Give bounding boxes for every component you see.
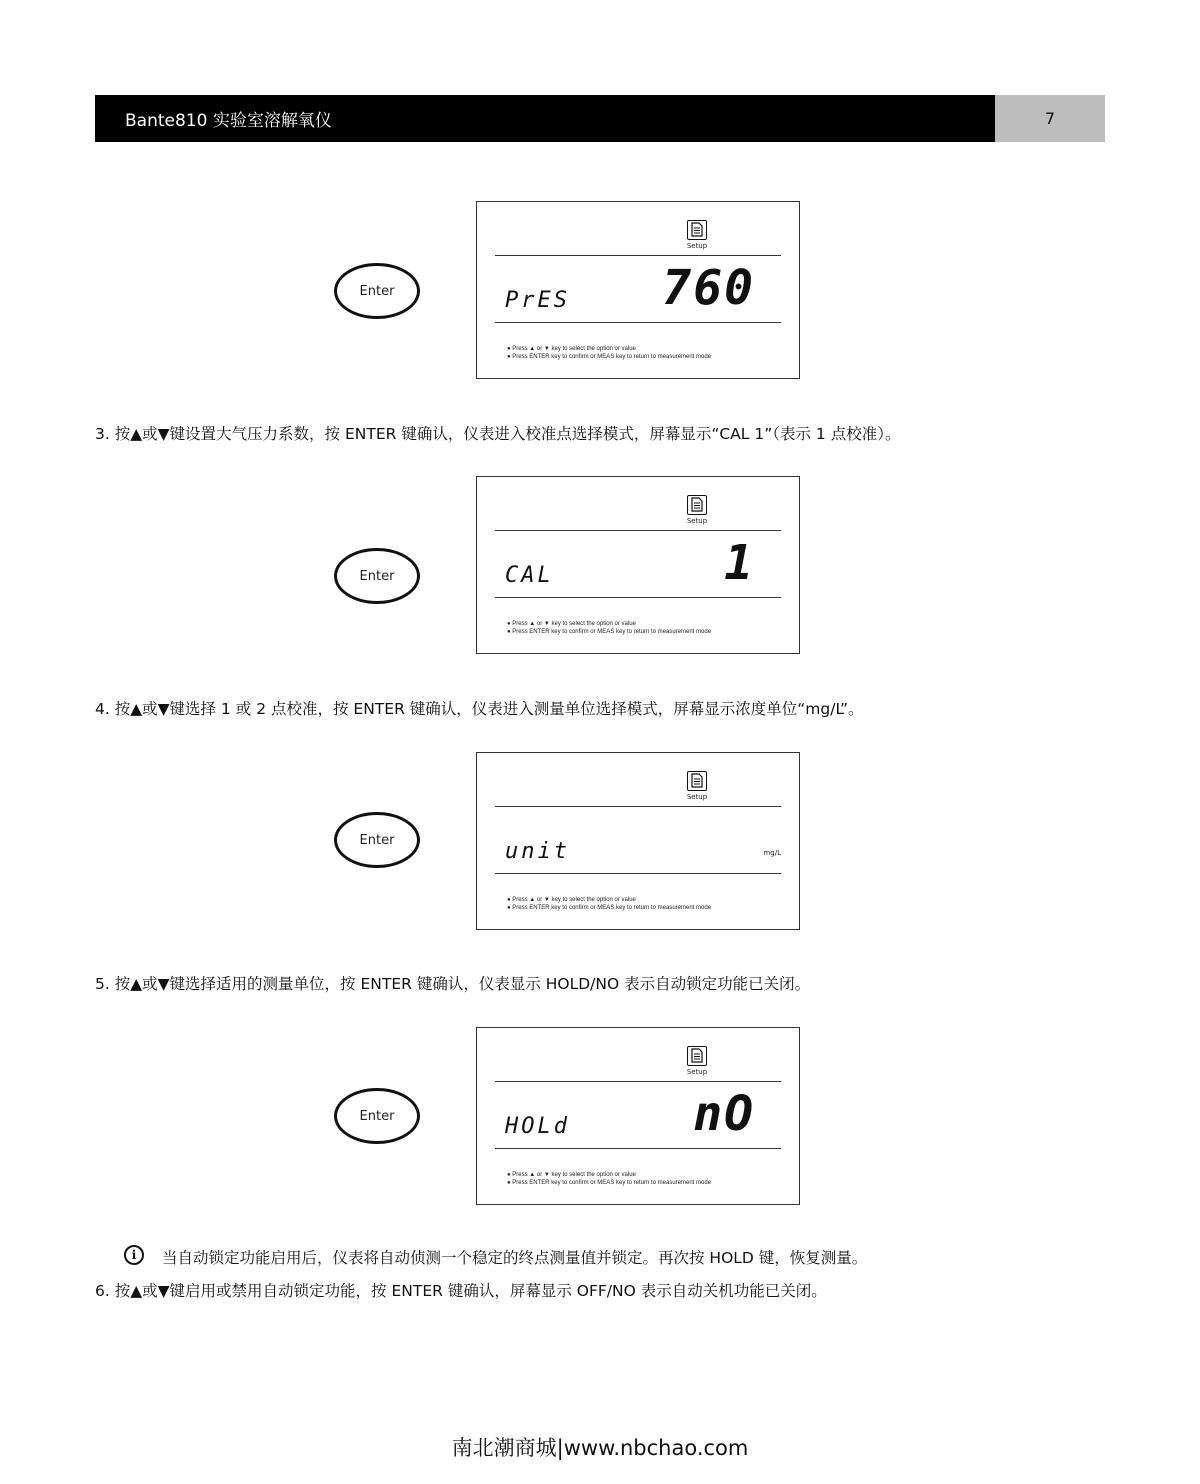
lcd-left-text: CAL xyxy=(505,563,554,588)
divider xyxy=(495,322,781,323)
hint-line: ● Press ENTER key to confirm or MEAS key to return to measurement mode xyxy=(507,354,712,360)
figure-pressure xyxy=(0,201,1200,381)
setup-label: Setup xyxy=(686,517,708,525)
figure-unit xyxy=(0,752,1200,932)
setup-label: Setup xyxy=(686,242,708,250)
enter-key: Enter xyxy=(334,812,420,868)
divider xyxy=(495,1081,781,1082)
lcd-screen xyxy=(476,1027,800,1205)
enter-key: Enter xyxy=(334,548,420,604)
hint-line: ● Press ▲ or ▼ key to select the option or value xyxy=(507,1172,636,1178)
lcd-left-text: PrES xyxy=(505,288,570,313)
setup-label: Setup xyxy=(686,1068,708,1076)
step-4: 4. 按▲或▼键选择 1 或 2 点校准，按 ENTER 键确认，仪表进入测量单位选择模式，屏幕显示浓度单位“mg/L”。 xyxy=(95,700,864,718)
lcd-right-value: 1 xyxy=(724,535,755,591)
unit-label: mg/L xyxy=(763,849,781,857)
divider xyxy=(495,1148,781,1149)
enter-key: Enter xyxy=(334,1088,420,1144)
setup-icon xyxy=(687,220,707,240)
step-5: 5. 按▲或▼键选择适用的测量单位，按 ENTER 键确认，仪表显示 HOLD/NO 表示自动锁定功能已关闭。 xyxy=(95,975,811,993)
lcd-left-text: HOLd xyxy=(505,1114,570,1139)
hint-line: ● Press ▲ or ▼ key to select the option or value xyxy=(507,897,636,903)
figure-calibration xyxy=(0,476,1200,656)
lcd-screen xyxy=(476,476,800,654)
hint-line: ● Press ENTER key to confirm or MEAS key to return to measurement mode xyxy=(507,1180,712,1186)
hint-line: ● Press ENTER key to confirm or MEAS key to return to measurement mode xyxy=(507,905,712,911)
document-title: Bante810 实验室溶解氧仪 xyxy=(125,111,332,131)
setup-icon xyxy=(687,495,707,515)
setup-label: Setup xyxy=(686,793,708,801)
footer-watermark: 南北潮商城|www.nbchao.com xyxy=(451,1436,749,1460)
divider xyxy=(495,255,781,256)
lcd-left-text: unit xyxy=(505,839,570,864)
setup-icon xyxy=(687,771,707,791)
page-number: 7 xyxy=(995,95,1105,142)
divider xyxy=(495,806,781,807)
lcd-right-value: 760 xyxy=(662,260,755,316)
step-3: 3. 按▲或▼键设置大气压力系数，按 ENTER 键确认，仪表进入校准点选择模式，屏幕显示“CAL 1”（表示 1 点校准）。 xyxy=(95,425,901,443)
lcd-screen xyxy=(476,201,800,379)
info-icon: i xyxy=(124,1245,144,1265)
hint-line: ● Press ▲ or ▼ key to select the option or value xyxy=(507,621,636,627)
lcd-right-value: nO xyxy=(693,1086,755,1142)
divider xyxy=(495,597,781,598)
step-6: 6. 按▲或▼键启用或禁用自动锁定功能，按 ENTER 键确认，屏幕显示 OFF/NO 表示自动关机功能已关闭。 xyxy=(95,1282,827,1300)
header-bar xyxy=(95,95,995,142)
setup-icon xyxy=(687,1046,707,1066)
divider xyxy=(495,530,781,531)
enter-key: Enter xyxy=(334,263,420,319)
lcd-screen xyxy=(476,752,800,930)
figure-hold xyxy=(0,1027,1200,1207)
note-text: 当自动锁定功能启用后，仪表将自动侦测一个稳定的终点测量值并锁定。再次按 HOLD 键，恢复测量。 xyxy=(162,1249,868,1267)
hint-line: ● Press ENTER key to confirm or MEAS key to return to measurement mode xyxy=(507,629,712,635)
hint-line: ● Press ▲ or ▼ key to select the option or value xyxy=(507,346,636,352)
divider xyxy=(495,873,781,874)
